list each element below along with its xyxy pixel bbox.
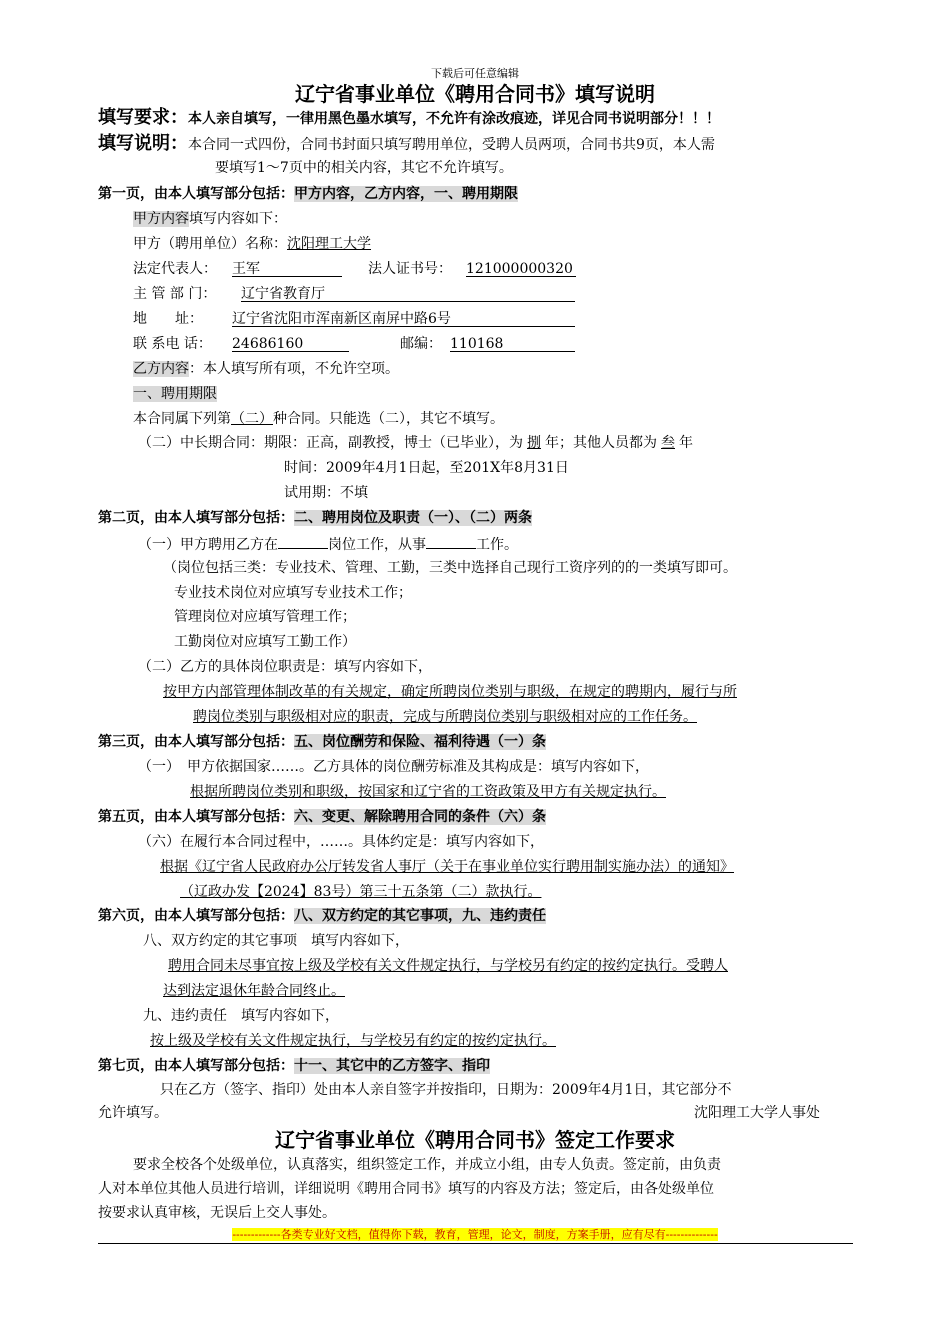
page5-heading: [98, 808, 546, 826]
page1-heading-highlight: 甲方内容，乙方内容，一、聘用期限: [294, 186, 518, 202]
cert-label: 法人证书号：: [368, 261, 452, 277]
work-req-3: 按要求认真审核，无误后上交人事处。: [98, 1205, 336, 1221]
mid-term-row: [138, 434, 693, 452]
dept-label: 主 管 部 门：: [133, 286, 217, 302]
contract-type-row: [133, 410, 504, 428]
footer-banner-wrap: [0, 1228, 950, 1241]
change-intro: （六）在履行本合同过程中，……。具体约定是：填写内容如下，: [138, 834, 544, 850]
jia-intro: [133, 210, 287, 228]
type-pre: 本合同属下列第: [133, 411, 231, 427]
post-post: 工作。: [476, 537, 518, 553]
unit-label: 甲方（聘用单位）名称：: [133, 236, 287, 252]
page6-heading: [98, 907, 546, 925]
mid-mid: 年；其他人员都为: [545, 435, 657, 451]
type-post: 种合同。只能选（二），其它不填写。: [273, 411, 504, 427]
mid-pre: （二）中长期合同：期限：正高，副教授，博士（已毕业），为: [138, 435, 523, 451]
change-text-2: （辽政办发【2024】83号）第三十五条第（二）款执行。: [180, 884, 542, 900]
tel-value: 24686160: [232, 336, 304, 352]
addr-value: 辽宁省沈阳市浑南新区南屏中路6号: [232, 311, 451, 327]
post-pre: （一）甲方聘用乙方在: [138, 537, 278, 553]
yi-tail: ：本人填写所有项，不允许空项。: [189, 361, 399, 377]
requirement-line: [98, 109, 720, 128]
cert-underline: [466, 276, 576, 277]
mid-value-1: 捌: [527, 435, 541, 451]
requirement-label: 填写要求：: [98, 107, 188, 128]
post-type-mgmt: 管理岗位对应填写管理工作；: [174, 609, 356, 625]
mid-value-2: 叁: [661, 435, 675, 451]
page2-heading-highlight: 二、聘用岗位及职责（一）、（二）两条: [294, 510, 532, 526]
page1-heading: [98, 185, 518, 203]
dept-underline: [241, 301, 575, 302]
rep-underline: [232, 276, 342, 277]
duty-intro: （二）乙方的具体岗位职责是：填写内容如下，: [138, 659, 432, 675]
yi-label: 乙方内容: [133, 361, 189, 377]
page3-heading: [98, 733, 546, 751]
zip-underline: [450, 351, 575, 352]
page3-heading-highlight: 五、岗位酬劳和保险、福利待遇（一）条: [294, 734, 546, 750]
duty-text-2: 聘岗位类别与职级相对应的职责，完成与所聘岗位类别与职级相对应的工作任务。: [193, 709, 697, 725]
dept-value: 辽宁省教育厅: [241, 286, 325, 302]
unit-value: 沈阳理工大学: [287, 236, 371, 252]
page7-heading-highlight: 十一、其它中的乙方签字、指印: [294, 1058, 490, 1074]
addr-label: 地 址：: [133, 311, 203, 327]
work-blank: [426, 534, 476, 549]
other-intro: 八、双方约定的其它事项 填写内容如下，: [143, 933, 409, 949]
description-label: 填写说明：: [98, 133, 188, 154]
trial-row: 试用期：不填: [284, 485, 368, 501]
requirement-text: 本人亲自填写，一律用黑色墨水填写，不允许有涂改痕迹，详见合同书说明部分！！！: [188, 111, 720, 127]
rep-value: 王军: [232, 261, 260, 277]
sign-text-2: 允许填写。: [98, 1105, 168, 1121]
page6-heading-highlight: 八、双方约定的其它事项，九、违约责任: [294, 908, 546, 924]
page2-heading: [98, 509, 532, 527]
description-line: [98, 135, 715, 154]
footer-banner: -------------各类专业好文档，值得你下载，教育，管理，论文，制度，方案手册，应有尽有--------------: [232, 1228, 718, 1241]
page3-heading-prefix: 第三页，由本人填写部分包括：: [98, 734, 294, 750]
mid-post: 年: [679, 435, 693, 451]
header-note: 下载后可任意编辑: [431, 67, 519, 80]
tel-label: 联 系电 话：: [133, 336, 212, 352]
cert-value: 121000000320: [466, 261, 573, 277]
signature-office: 沈阳理工大学人事处: [694, 1105, 820, 1121]
page7-heading-prefix: 第七页，由本人填写部分包括：: [98, 1058, 294, 1074]
other-text-1: 聘用合同未尽事宜按上级及学校有关文件规定执行，与学校另有约定的按约定执行。受聘人: [168, 958, 728, 974]
post-row: [138, 534, 518, 554]
breach-intro: 九、违约责任 填写内容如下，: [143, 1008, 339, 1024]
page7-heading: [98, 1057, 490, 1075]
zip-value: 110168: [450, 336, 504, 352]
post-type-work: 工勤岗位对应填写工勤工作）: [174, 634, 356, 650]
work-req-2: 人对本单位其他人员进行培训，详细说明《聘用合同书》填写的内容及方法；签定后，由各处级单位: [98, 1181, 714, 1197]
breach-text: 按上级及学校有关文件规定执行，与学校另有约定的按约定执行。: [150, 1033, 556, 1049]
post-types-note: （岗位包括三类：专业技术、管理、工勤，三类中选择自己现行工资序列的的一类填写即可。: [163, 560, 737, 576]
post-blank: [278, 534, 328, 549]
page5-heading-highlight: 六、变更、解除聘用合同的条件（六）条: [294, 809, 546, 825]
footer-rule: [98, 1243, 853, 1244]
sign-text-1: 只在乙方（签字、指印）处由本人亲自签字并按指印，日期为：2009年4月1日，其它部分不: [160, 1082, 732, 1098]
section2-title: 辽宁省事业单位《聘用合同书》签定工作要求: [275, 1128, 675, 1152]
zip-label: 邮编：: [400, 336, 442, 352]
page5-heading-prefix: 第五页，由本人填写部分包括：: [98, 809, 294, 825]
rep-label: 法定代表人：: [133, 261, 217, 277]
change-text-1: 根据《辽宁省人民政府办公厅转发省人事厅（关于在事业单位实行聘用制实施办法）的通知》: [160, 859, 734, 875]
pay-text: 根据所聘岗位类别和职级，按国家和辽宁省的工资政策及甲方有关规定执行。: [190, 784, 666, 800]
page-title: 辽宁省事业单位《聘用合同书》填写说明: [295, 82, 655, 106]
yi-intro: [133, 360, 399, 378]
post-mid: 岗位工作，从事: [328, 537, 426, 553]
work-req-1: 要求全校各个处级单位，认真落实，组织签定工作，并成立小组，由专人负责。签定前，由负责: [133, 1157, 721, 1173]
term-heading: [133, 385, 217, 403]
addr-underline: [232, 326, 575, 327]
pay-intro: （一） 甲方依据国家……。乙方具体的岗位酬劳标准及其构成是：填写内容如下，: [138, 759, 649, 775]
time-row: 时间：2009年4月1日起，至201X年8月31日: [284, 460, 569, 476]
post-type-tech: 专业技术岗位对应填写专业技术工作；: [174, 585, 412, 601]
page6-heading-prefix: 第六页，由本人填写部分包括：: [98, 908, 294, 924]
tel-underline: [232, 351, 349, 352]
jia-label: 甲方内容: [133, 211, 189, 227]
page2-heading-prefix: 第二页，由本人填写部分包括：: [98, 510, 294, 526]
duty-text-1: 按甲方内部管理体制改革的有关规定，确定所聘岗位类别与职级，在规定的聘期内，履行与所: [163, 684, 737, 700]
jia-tail: 填写内容如下：: [189, 211, 287, 227]
unit-row: [133, 235, 371, 253]
other-text-2: 达到法定退休年龄合同终止。: [163, 983, 345, 999]
type-value: （二）: [231, 411, 273, 427]
page1-heading-prefix: 第一页，由本人填写部分包括：: [98, 186, 294, 202]
description-text-2: 要填写1～7页中的相关内容，其它不允许填写。: [215, 160, 513, 176]
term-heading-text: 一、聘用期限: [133, 386, 217, 402]
description-text-1: 本合同一式四份，合同书封面只填写聘用单位，受聘人员两项，合同书共9页，本人需: [188, 137, 715, 153]
